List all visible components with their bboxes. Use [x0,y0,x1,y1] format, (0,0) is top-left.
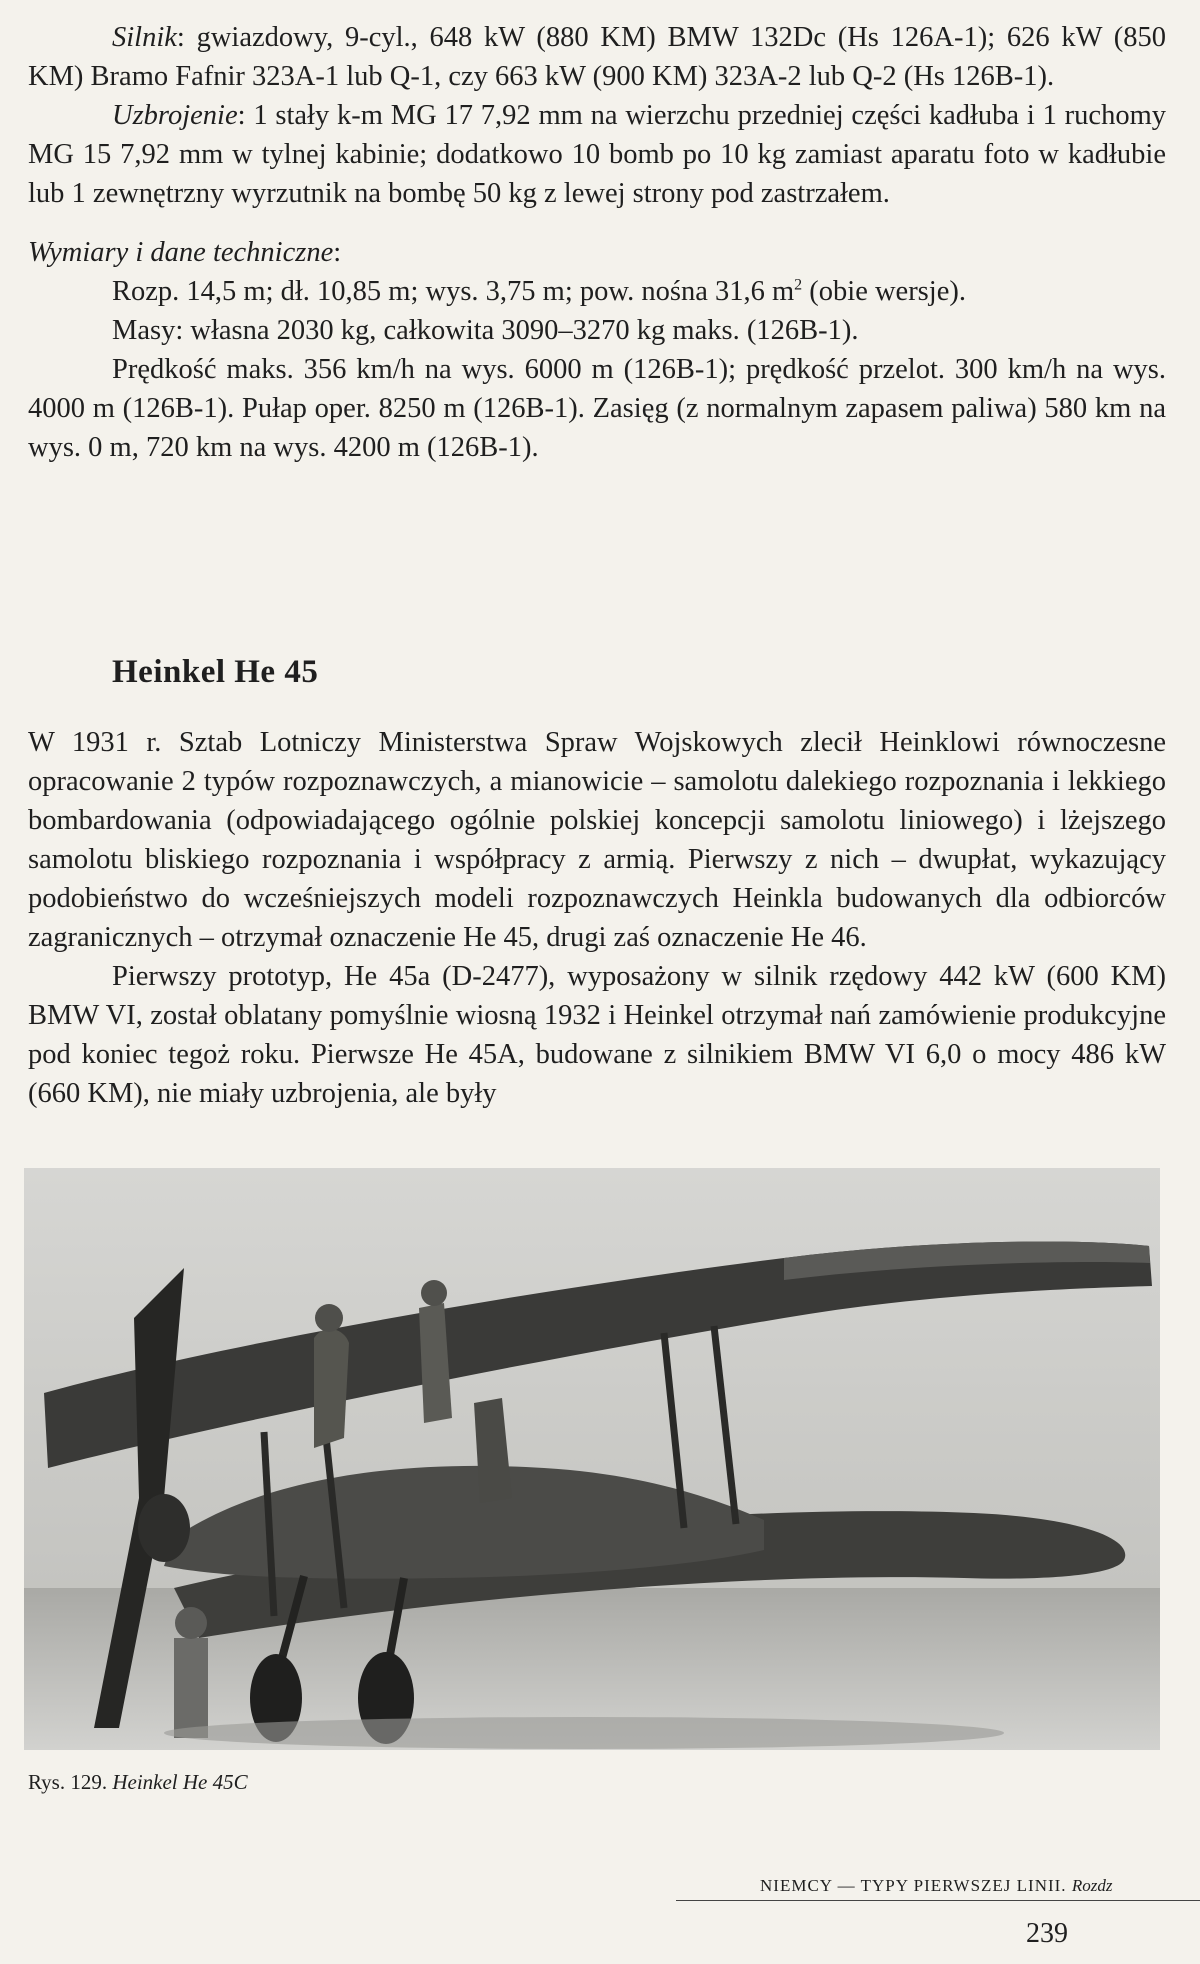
masses-line: Masy: własna 2030 kg, całkowita 3090–3270 kg maks. (126B-1). [112,315,859,346]
page-number: 239 [1026,1918,1068,1949]
armament-label: Uzbrojenie [112,100,238,131]
armament-text: : 1 stały k-m MG 17 7,92 mm na wierzchu przedniej części kadłuba i 1 ruchomy MG 15 7,92 mm w tylnej kabinie; dodatkowo 10 bomb po 10 kg zamiast aparatu foto w kadłubie lub 1 zewnętrzny wyrzutnik na bombę 50 kg z lewej strony pod zastrzałem. [28,100,1166,209]
body-text [28,723,1166,1113]
running-head-text: NIEMCY — TYPY PIERWSZEJ LINII. [760,1876,1067,1895]
dimensions-label: Wymiary i dane techniczne [28,237,334,268]
engine-label: Silnik [112,22,177,53]
figure-number: Rys. 129. [28,1770,108,1794]
dimensions-line [28,272,1166,311]
performance-line: Prędkość maks. 356 km/h na wys. 6000 m (126B-1); prędkość przelot. 300 km/h na wys. 4000 m (126B-1). Pułap oper. 8250 m (126B-1). Zasięg (z normalnym zapasem paliwa) 580 km na wys. 0 m, 720 km na wys. 4200 m (126B-1). [28,354,1166,463]
specs-block [28,18,1166,467]
footer-rule [676,1900,1200,1901]
paragraph-1: W 1931 r. Sztab Lotniczy Ministerstwa Spraw Wojskowych zlecił Heinklowi równoczesne opracowanie 2 typów rozpoznawczych, a mianowicie – samolotu dalekiego rozpoznania i lekkiego bombardowania (odpowiadającego ogólnie polskiej koncepcji samolotu liniowego) i lżejszego samolotu bliskiego rozpoznania i współpracy z armią. Pierwszy z nich – dwupłat, wykazujący podobieństwo do wcześniejszych modeli rozpoznawczych Heinkla budowanych dla odbiorców zagranicznych – otrzymał oznaczenie He 45, drugi zaś oznaczenie He 46. [28,727,1166,953]
dims-superscript: 2 [794,276,803,294]
dimensions-heading [28,233,1166,272]
dims-text-a: Rozp. 14,5 m; dł. 10,85 m; wys. 3,75 m; pow. nośna 31,6 m [112,276,795,307]
engine-spec [28,18,1166,96]
running-head-chapter: Rozdz [1071,1876,1113,1895]
figure-title: Heinkel He 45C [112,1770,248,1794]
armament-spec [28,96,1166,213]
aircraft-photo [24,1168,1160,1750]
paragraph-2: Pierwszy prototyp, He 45a (D-2477), wyposażony w silnik rzędowy 442 kW (600 KM) BMW VI, został oblatany pomyślnie wiosną 1932 i Heinkel otrzymał nań zamówienie produkcyjne pod koniec tegoż roku. Pierwsze He 45A, budowane z silnikiem BMW VI 6,0 o mocy 486 kW (660 KM), nie miały uzbrojenia, ale były [28,961,1166,1109]
section-heading: Heinkel He 45 [112,654,319,690]
figure-caption [28,1770,248,1795]
dims-text-b: (obie wersje). [802,276,966,307]
dimensions-colon: : [333,237,342,268]
running-head [760,1876,1112,1896]
engine-text: : gwiazdowy, 9-cyl., 648 kW (880 KM) BMW 132Dc (Hs 126A-1); 626 kW (850 KM) Bramo Fafnir 323A-1 lub Q-1, czy 663 kW (900 KM) 323A-2 lub Q-2 (Hs 126B-1). [28,22,1166,92]
